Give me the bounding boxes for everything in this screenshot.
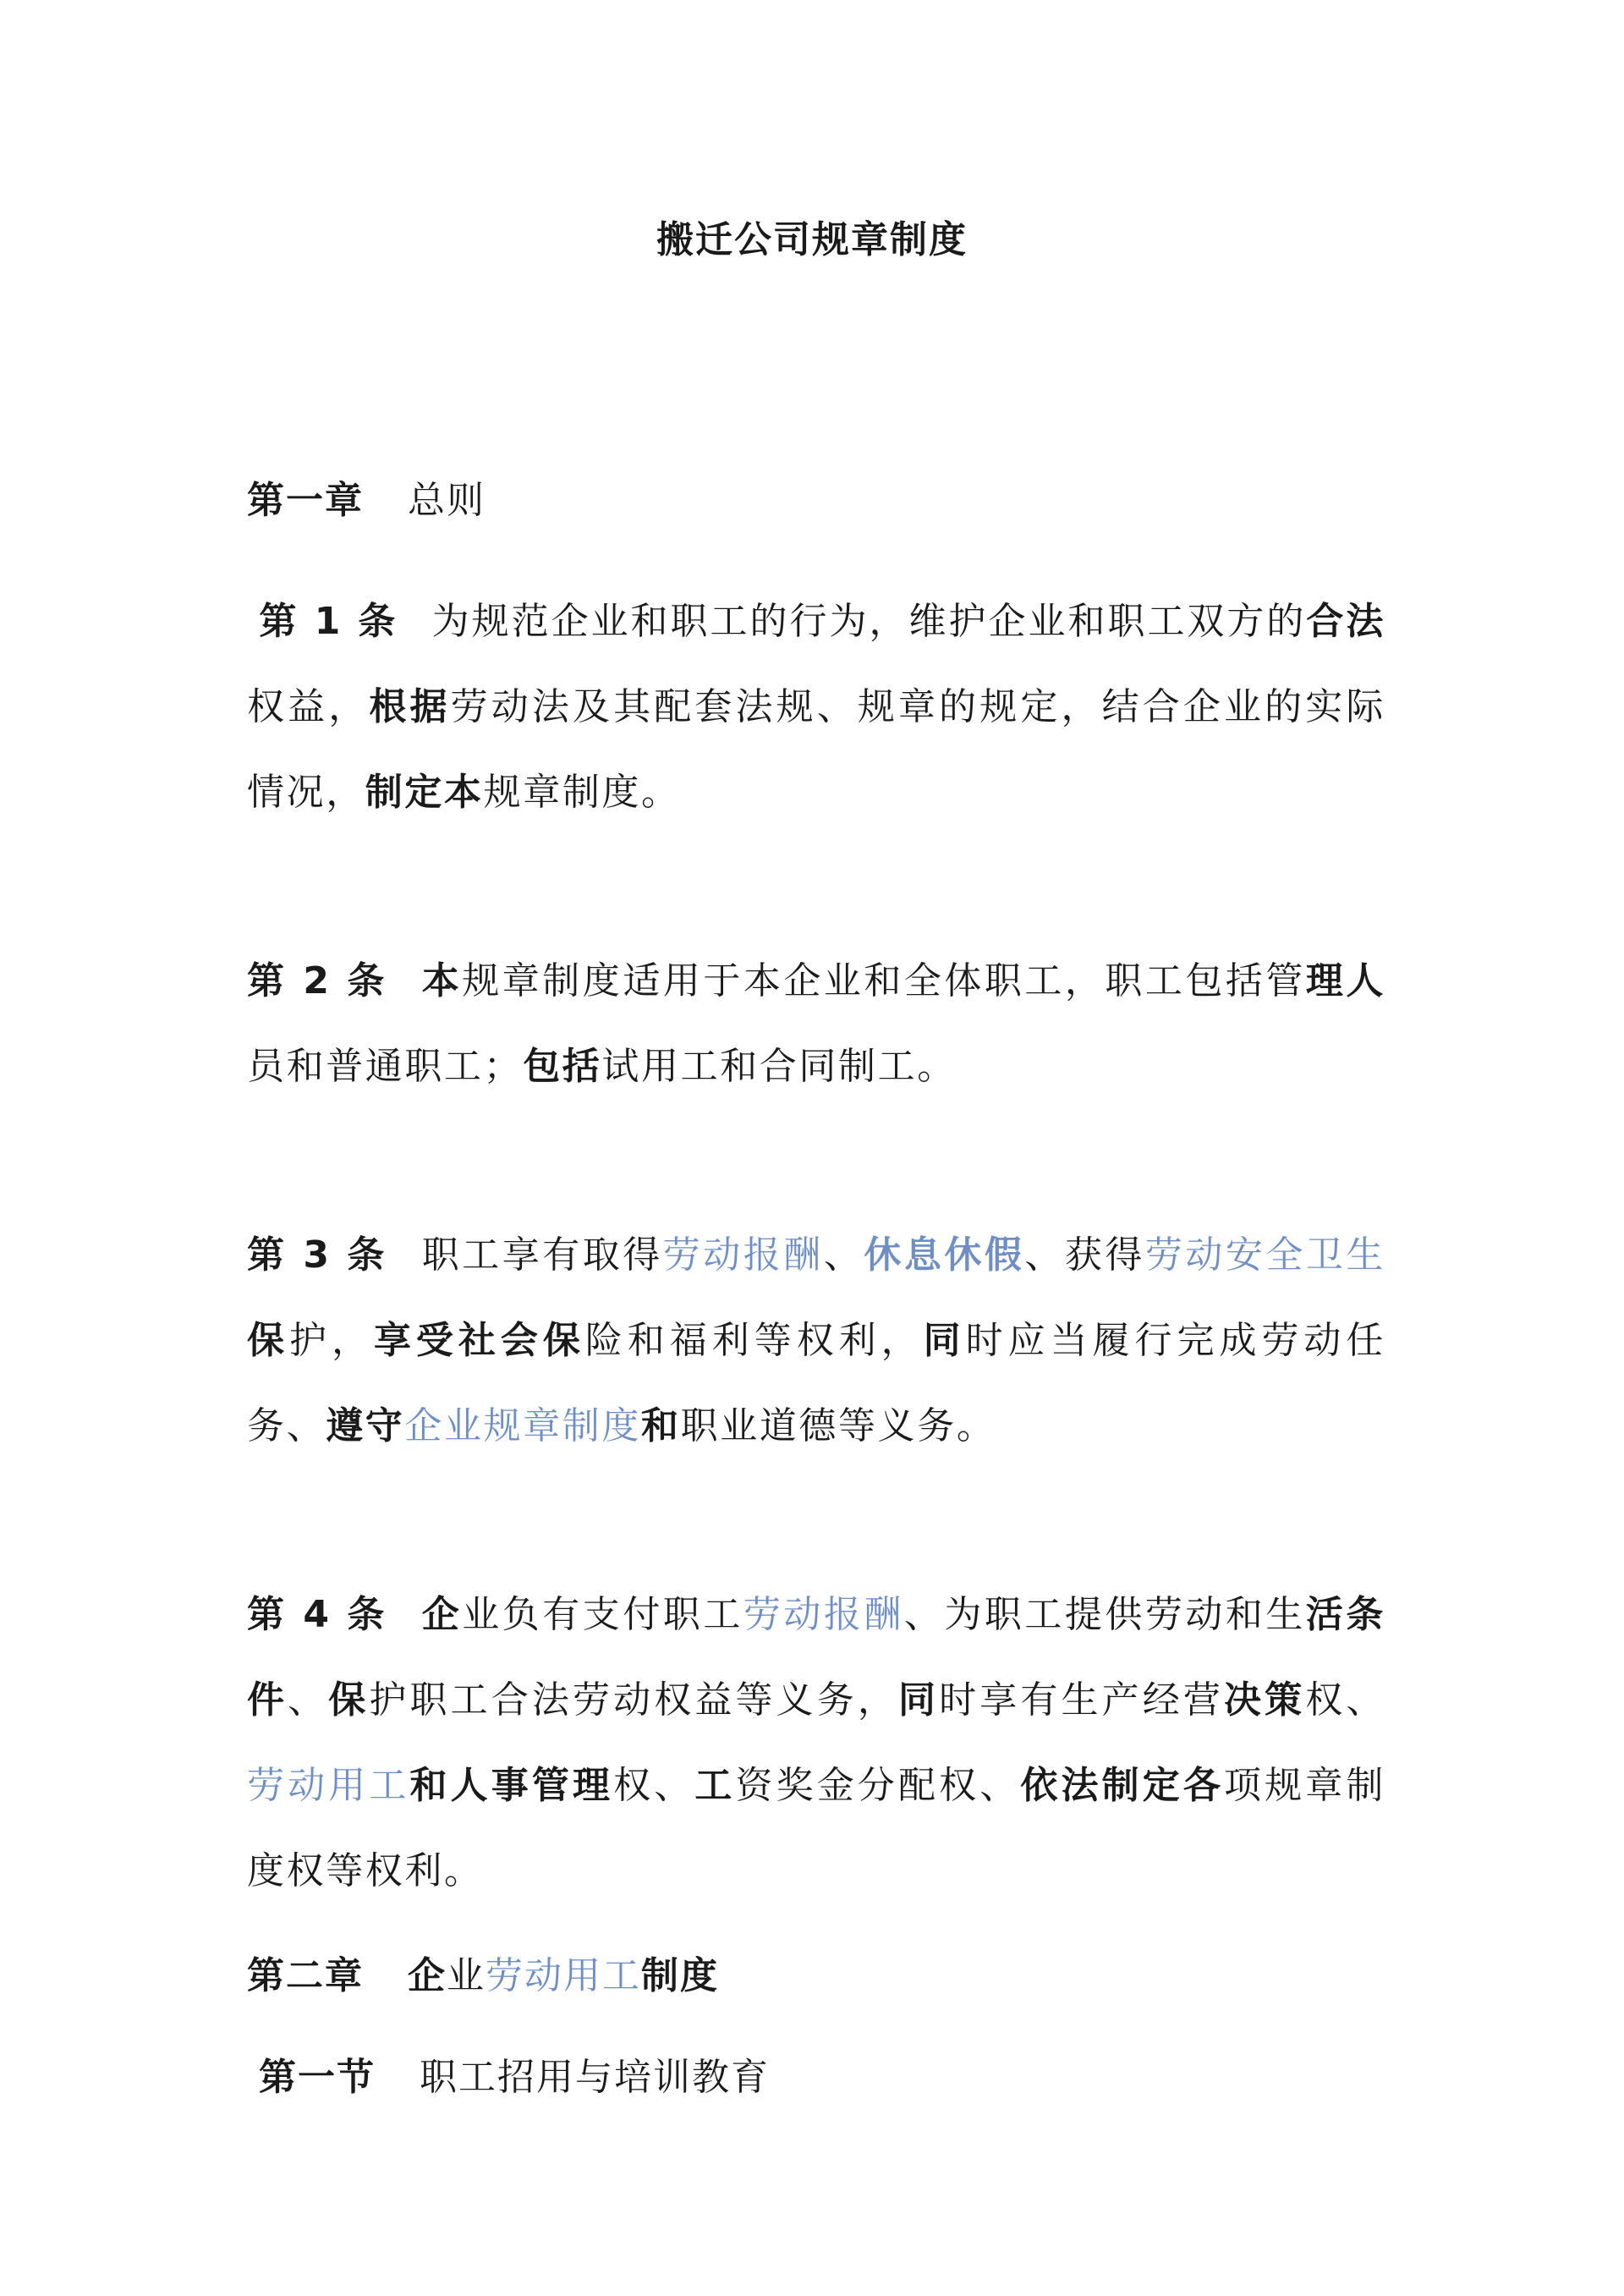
article-3-text-bold: 和 [641,1404,681,1447]
article-1-text-bold: 合法 [1306,600,1385,643]
article-4-text-bold: 依法制定各 [1020,1764,1224,1807]
article-3-text-bold: 遵守 [326,1404,405,1447]
chapter-1-heading [247,474,1385,528]
article-3-text: 职业道德等义务。 [680,1404,996,1447]
link-rest-vacation[interactable]: 休息休假 [864,1233,1025,1277]
article-4-text: 、 [288,1678,329,1722]
chapter-2-text: 业 [447,1954,486,1997]
article-2-text: 试用工和合同制工。 [601,1045,957,1088]
document-title: 搬迁公司规章制度 [656,218,968,261]
article-2-text-bold: 包括 [523,1045,602,1088]
article-1-text-bold: 根据 [369,685,451,728]
link-labor-safety-health[interactable]: 劳动安全卫生 [1144,1233,1385,1277]
chapter-2-text-bold: 制度 [641,1954,719,1997]
link-labor-remuneration[interactable]: 劳动报酬 [662,1233,824,1277]
section-1-name: 职工招用与培训教育 [420,2056,770,2099]
link-labor-employment[interactable]: 劳动用工 [247,1764,410,1807]
article-2-text: 规章制度适用于本企业和全体职工，职工包括管 [462,959,1306,1002]
article-4-text: 业负有支付职工 [462,1593,743,1636]
article-4-text-bold: 保 [328,1678,370,1722]
chapter-2-heading [247,1949,1385,2003]
article-3-text: 、获得 [1024,1233,1145,1277]
article-2-text: 员和普通职工； [247,1045,524,1088]
article-1-text: 劳动法及其配套法规、规章的规定，结合企业的实际情况， [247,685,1385,814]
article-4-text: 项规章制度权等权利。 [247,1764,1385,1892]
article-1-text: 权益， [247,685,370,728]
article-2-label: 第 2 条 [247,959,387,1002]
article-4-text-bold: 和人事管理 [409,1764,614,1807]
article-2-text-bold: 理人 [1305,959,1385,1002]
chapter-2-text-bold: 企 [408,1954,447,1997]
chapter-2-label: 第二章 [247,1954,364,1997]
article-1 [247,579,1385,835]
article-2-text-bold: 本 [420,959,463,1002]
chapter-1-name: 总则 [408,479,486,522]
article-4-text-bold: 企 [420,1593,463,1636]
article-4-text: 护职工合法劳动权益等义务， [369,1678,898,1722]
link-labor-remuneration[interactable]: 劳动报酬 [743,1593,904,1636]
article-2 [247,938,1385,1109]
link-labor-employment[interactable]: 劳动用工 [486,1954,641,1997]
article-3-text: 时应当履行完成劳动任务、 [247,1319,1386,1447]
article-4-label: 第 4 条 [247,1593,387,1636]
article-4 [247,1572,1385,1914]
article-4-text: 资奖金分配权、 [735,1764,1021,1807]
article-4-text-bold: 同 [897,1678,940,1722]
article-4-text: 、为职工提供劳动和生 [903,1593,1306,1636]
article-3 [247,1212,1385,1469]
article-4-text: 权、 [1305,1678,1385,1722]
section-1-heading [247,2051,1385,2105]
article-3-text: 护， [288,1319,374,1362]
article-4-text: 权、 [613,1764,695,1807]
chapter-1-label: 第一章 [247,479,364,522]
article-4-text-bold: 决策 [1223,1678,1306,1722]
article-1-label: 第 1 条 [259,600,398,643]
article-4-text: 时享有生产经营 [939,1678,1224,1722]
article-1-text-bold: 制定本 [365,771,484,814]
article-3-label: 第 3 条 [247,1233,387,1277]
article-4-text-bold: 活条件 [247,1593,1385,1722]
article-4-text-bold: 工 [694,1764,736,1807]
link-company-rules[interactable]: 企业规章制度 [404,1404,642,1447]
article-1-text: 为规范企业和职工的行为，维护企业和职工双方的 [431,600,1307,643]
article-3-text-bold: 享受社会保 [373,1319,585,1362]
article-1-text: 规章制度。 [483,771,681,814]
article-3-text: 险和福利等权利， [584,1319,924,1362]
article-3-text-bold: 保 [247,1319,289,1362]
article-3-text-bold: 同 [923,1319,966,1362]
article-3-text: 职工享有取得 [420,1233,663,1277]
article-3-text: 、 [823,1233,864,1277]
section-1-label: 第一节 [259,2056,376,2099]
